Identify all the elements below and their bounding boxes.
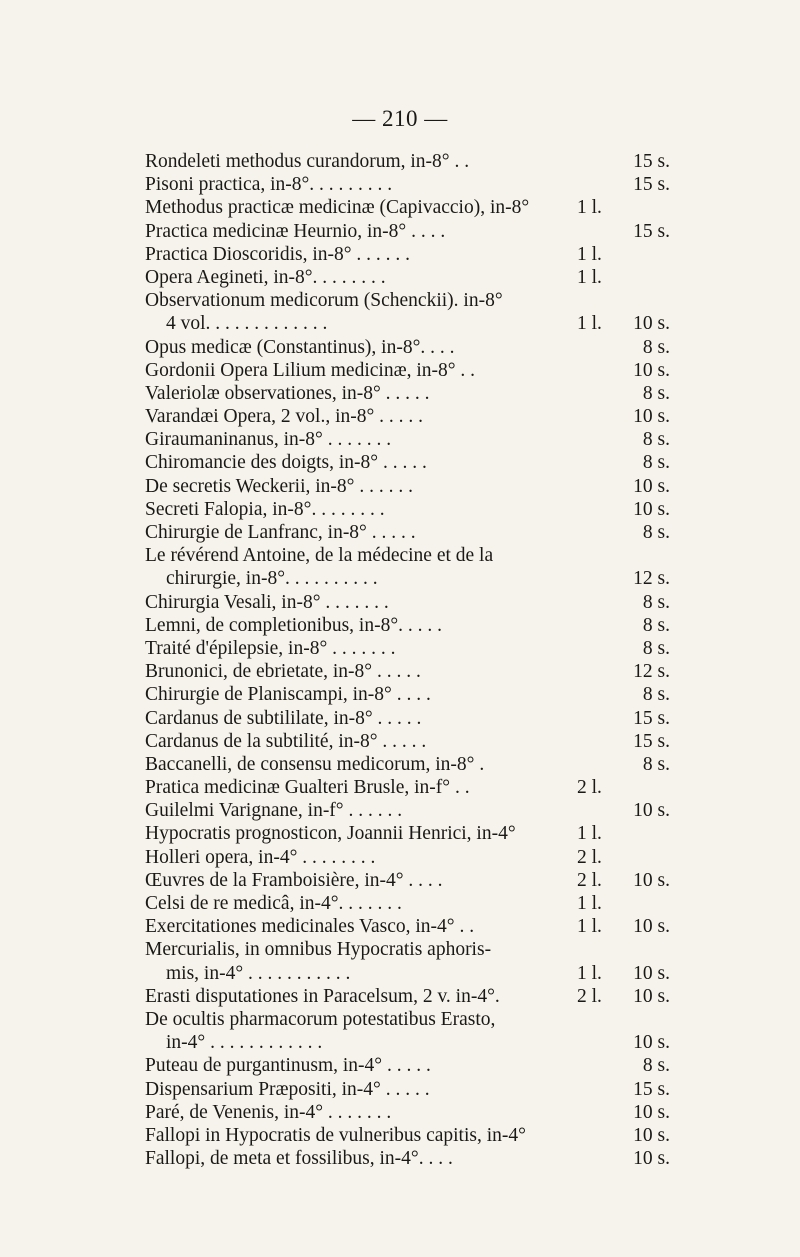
price-livres: 1 l. <box>577 243 602 265</box>
price-sous: 12 s. <box>633 661 670 683</box>
catalogue-entry <box>145 730 670 753</box>
entry-title <box>145 544 493 590</box>
entry-title <box>145 173 392 196</box>
price-sous: 10 s. <box>633 406 670 428</box>
entry-title <box>145 475 413 498</box>
entry-title-line: Lemni, de completionibus, in-8°. . . . . <box>145 614 443 636</box>
entry-title-line: Fallopi in Hypocratis de vulneribus capitis, in-4° <box>145 1124 526 1146</box>
catalogue-entry <box>145 266 670 289</box>
entry-title <box>145 336 455 359</box>
entry-title <box>145 243 410 266</box>
entry-title-line: Opera Aegineti, in-8°. . . . . . . . <box>145 266 386 288</box>
catalogue-entry <box>145 1124 670 1147</box>
entry-title-line: Cardanus de la subtilité, in-8° . . . . . <box>145 730 427 752</box>
price-sous: 8 s. <box>642 591 670 613</box>
price-sous: 8 s. <box>642 614 670 636</box>
price-sous: 10 s. <box>633 1101 670 1123</box>
page-number: — 210 — <box>352 106 448 131</box>
entry-title-line: Chiromancie des doigts, in-8° . . . . . <box>145 452 427 474</box>
price-sous: 8 s. <box>642 522 670 543</box>
catalogue-entry <box>145 869 670 892</box>
catalogue-entry <box>145 475 670 498</box>
price-sous: 10 s. <box>633 800 670 822</box>
entry-title <box>145 498 385 521</box>
catalogue-entry <box>145 915 670 938</box>
entry-title-line: Opus medicæ (Constantinus), in-8°. . . . <box>145 336 455 358</box>
entry-title <box>145 1054 431 1077</box>
entry-title-line: De secretis Weckerii, in-8° . . . . . . <box>145 475 413 497</box>
catalogue-entry <box>145 150 670 173</box>
entry-title-line: Traité d'épilepsie, in-8° . . . . . . . <box>145 637 396 659</box>
entry-title <box>145 985 500 1008</box>
price-sous: 8 s. <box>642 382 670 404</box>
entry-title <box>145 196 529 219</box>
entry-title <box>145 382 430 405</box>
entry-title-continuation: in-4° . . . . . . . . . . . . <box>166 1032 323 1054</box>
entry-title-line: Mercurialis, in omnibus Hypocratis aphoris- <box>145 939 492 961</box>
catalogue-entry <box>145 428 670 451</box>
price-sous: 8 s. <box>642 429 670 451</box>
entry-title-line: Œuvres de la Framboisière, in-4° . . . . <box>145 869 443 891</box>
entry-title <box>145 405 423 428</box>
catalogue-entry <box>145 683 670 706</box>
price-livres: 1 l. <box>577 823 602 845</box>
entry-title <box>145 707 421 730</box>
price-livres: 2 l. <box>577 777 602 799</box>
entry-title-line: Fallopi, de meta et fossilibus, in-4°. . . . <box>145 1148 453 1170</box>
catalogue-entry <box>145 892 670 915</box>
entry-title-line: Giraumaninanus, in-8° . . . . . . . <box>145 429 392 451</box>
catalogue-entry <box>145 1054 670 1077</box>
entry-title-line: Dispensarium Præpositi, in-4° . . . . . <box>145 1078 430 1100</box>
entry-title <box>145 892 402 915</box>
price-livres: 1 l. <box>577 266 602 288</box>
catalogue-entry <box>145 591 670 614</box>
catalogue-entry <box>145 243 670 266</box>
entry-title-line: Pisoni practica, in-8°. . . . . . . . . <box>145 174 393 196</box>
catalogue-entry <box>145 220 670 243</box>
price-sous: 15 s. <box>633 174 670 196</box>
entry-title-continuation: 4 vol. . . . . . . . . . . . . <box>166 313 328 335</box>
price-sous: 10 s. <box>633 475 670 497</box>
entry-title-line: Chirurgia Vesali, in-8° . . . . . . . <box>145 591 389 613</box>
price-sous: 12 s. <box>633 568 670 590</box>
catalogue-entry <box>145 451 670 474</box>
entry-title <box>145 1147 453 1170</box>
entry-title-line: Secreti Falopia, in-8°. . . . . . . . <box>145 498 385 520</box>
price-livres: 1 l. <box>577 197 602 219</box>
entry-title-line: Practica medicinæ Heurnio, in-8° . . . . <box>145 220 446 242</box>
entry-title <box>145 730 426 753</box>
entry-title <box>145 637 396 660</box>
price-livres: 1 l. <box>577 893 602 915</box>
entry-title <box>145 1101 391 1124</box>
entry-title <box>145 799 402 822</box>
entry-title-line: Exercitationes medicinales Vasco, in-4° . . <box>145 916 475 938</box>
catalogue-entry <box>145 405 670 428</box>
entry-title <box>145 1008 495 1054</box>
catalogue-entry <box>145 382 670 405</box>
entry-title-line: Cardanus de subtililate, in-8° . . . . . <box>145 707 422 729</box>
entry-title <box>145 591 389 614</box>
catalogue-entry <box>145 938 670 984</box>
entry-title-line: Paré, de Venenis, in-4° . . . . . . . <box>145 1101 392 1123</box>
entry-title-line: Hypocratis prognosticon, Joannii Henrici, in-4° <box>145 823 516 845</box>
catalogue-entry <box>145 359 670 382</box>
entry-title-line: Brunonici, de ebrietate, in-8° . . . . . <box>145 661 421 683</box>
price-sous: 8 s. <box>642 452 670 474</box>
entry-title-line: Rondeleti methodus curandorum, in-8° . . <box>145 151 470 172</box>
catalogue-entry <box>145 614 670 637</box>
entry-title <box>145 846 375 869</box>
entry-title <box>145 1078 430 1101</box>
entry-title <box>145 915 474 938</box>
price-sous: 10 s. <box>633 359 670 381</box>
catalogue-entry <box>145 753 670 776</box>
entry-title-line: Valeriolæ observationes, in-8° . . . . . <box>145 382 430 404</box>
price-sous: 8 s. <box>642 637 670 659</box>
price-sous: 10 s. <box>633 962 670 984</box>
entry-title <box>145 869 443 892</box>
price-sous: 15 s. <box>633 220 670 242</box>
catalogue-entry <box>145 1147 670 1170</box>
entry-title <box>145 938 491 984</box>
price-livres: 1 l. <box>577 313 602 335</box>
entry-title-continuation: mis, in-4° . . . . . . . . . . . <box>166 962 351 984</box>
price-sous: 10 s. <box>633 313 670 335</box>
price-sous: 10 s. <box>633 985 670 1007</box>
entry-title-line: De ocultis pharmacorum potestatibus Erasto, <box>145 1008 496 1030</box>
entry-title-line: Varandæi Opera, 2 vol., in-8° . . . . . <box>145 406 424 428</box>
catalogue-entry <box>145 173 670 196</box>
catalogue-entries <box>145 150 670 1170</box>
entry-title <box>145 822 516 845</box>
price-sous: 8 s. <box>642 753 670 775</box>
entry-title-line: Holleri opera, in-4° . . . . . . . . <box>145 846 376 868</box>
entry-title <box>145 1124 526 1147</box>
entry-title <box>145 521 416 544</box>
entry-title-line: Puteau de purgantinusm, in-4° . . . . . <box>145 1055 431 1077</box>
price-sous: 10 s. <box>633 869 670 891</box>
entry-title <box>145 660 421 683</box>
entry-title-line: Guilelmi Varignane, in-f° . . . . . . <box>145 800 403 822</box>
entry-title <box>145 359 475 382</box>
entry-title-continuation: chirurgie, in-8°. . . . . . . . . . <box>166 568 378 590</box>
catalogue-entry <box>145 498 670 521</box>
catalogue-entry <box>145 776 670 799</box>
catalogue-entry <box>145 1101 670 1124</box>
price-sous: 15 s. <box>633 1078 670 1100</box>
price-sous: 15 s. <box>633 150 670 172</box>
catalogue-entry <box>145 1078 670 1101</box>
price-sous: 10 s. <box>633 1124 670 1146</box>
entry-title-line: Observationum medicorum (Schenckii). in-8° <box>145 290 503 312</box>
price-livres: 2 l. <box>577 869 602 891</box>
catalogue-entry <box>145 521 670 544</box>
price-livres: 1 l. <box>577 916 602 938</box>
entry-title <box>145 683 431 706</box>
entry-title <box>145 451 427 474</box>
catalogue-entry <box>145 289 670 335</box>
entry-title-line: Practica Dioscoridis, in-8° . . . . . . <box>145 243 411 265</box>
price-sous: 10 s. <box>633 498 670 520</box>
catalogue-entry <box>145 707 670 730</box>
price-livres: 1 l. <box>577 962 602 984</box>
catalogue-entry <box>145 1008 670 1054</box>
entry-title <box>145 289 503 335</box>
price-livres: 2 l. <box>577 985 602 1007</box>
entry-title-line: Methodus practicæ medicinæ (Capivaccio), in-8° <box>145 197 530 219</box>
entry-title-line: Chirurgie de Lanfranc, in-8° . . . . . <box>145 522 416 544</box>
price-sous: 10 s. <box>633 1148 670 1170</box>
entry-title-line: Pratica medicinæ Gualteri Brusle, in-f° . . <box>145 777 470 799</box>
price-sous: 15 s. <box>633 707 670 729</box>
catalogue-entry <box>145 544 670 590</box>
catalogue-entry <box>145 336 670 359</box>
catalogue-entry <box>145 822 670 845</box>
catalogue-entry <box>145 637 670 660</box>
price-livres: 2 l. <box>577 846 602 868</box>
entry-title-line: Gordonii Opera Lilium medicinæ, in-8° . . <box>145 359 476 381</box>
entry-title <box>145 266 386 289</box>
price-sous: 10 s. <box>633 916 670 938</box>
entry-title <box>145 753 484 776</box>
entry-title <box>145 776 470 799</box>
price-sous: 8 s. <box>642 336 670 358</box>
entry-title <box>145 150 469 173</box>
price-sous: 15 s. <box>633 730 670 752</box>
entry-title <box>145 220 445 243</box>
entry-title-line: Celsi de re medicâ, in-4°. . . . . . . <box>145 893 402 915</box>
catalogue-entry <box>145 799 670 822</box>
entry-title-line: Le révérend Antoine, de la médecine et de la <box>145 545 494 567</box>
entry-title <box>145 614 442 637</box>
price-sous: 8 s. <box>642 1055 670 1077</box>
catalogue-entry <box>145 985 670 1008</box>
catalogue-entry <box>145 660 670 683</box>
entry-title-line: Chirurgie de Planiscampi, in-8° . . . . <box>145 684 431 706</box>
price-sous: 10 s. <box>633 1032 670 1054</box>
catalogue-entry <box>145 846 670 869</box>
price-sous: 8 s. <box>642 684 670 706</box>
catalogue-entry <box>145 196 670 219</box>
entry-title-line: Erasti disputationes in Paracelsum, 2 v. in-4°. <box>145 985 500 1007</box>
entry-title <box>145 428 391 451</box>
entry-title-line: Baccanelli, de consensu medicorum, in-8° . <box>145 753 485 775</box>
